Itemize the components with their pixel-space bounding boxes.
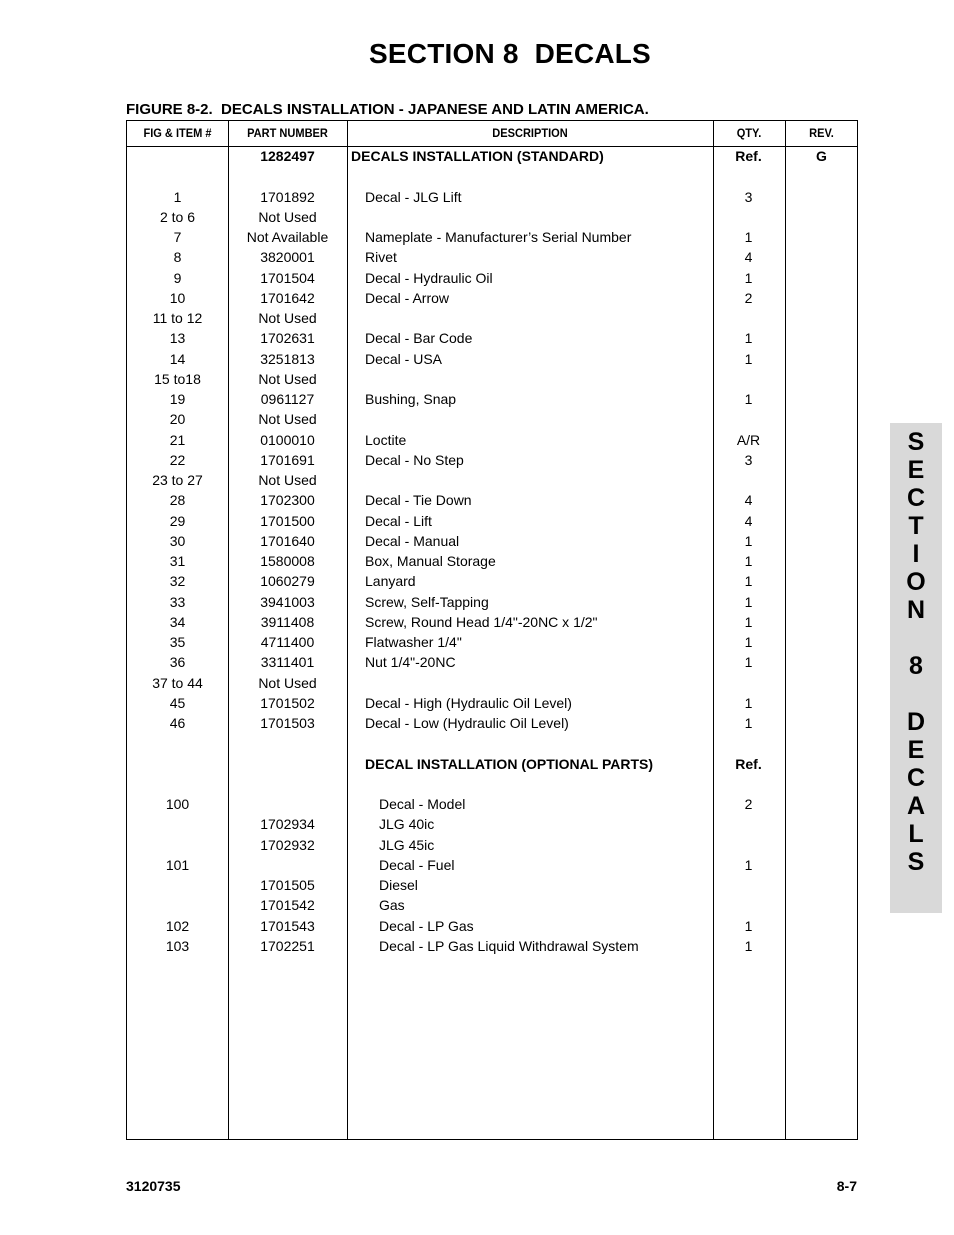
fig-item-cell: 23 to 27 — [152, 472, 203, 488]
fig-item-cell: 22 — [169, 451, 186, 468]
table-row — [127, 166, 857, 186]
rev-cell — [785, 673, 858, 693]
description-cell: Decal - Arrow — [365, 289, 450, 306]
fig-item-cell: 11 to 12 — [152, 310, 203, 326]
qty-cell — [713, 166, 784, 186]
part-number-cell: 0100010 — [260, 431, 315, 448]
qty-cell: 1 — [744, 532, 753, 549]
description-cell: Flatwasher 1/4" — [365, 634, 462, 650]
description-cell — [351, 207, 711, 227]
part-number-cell: 1701504 — [260, 269, 315, 286]
table-row — [127, 227, 857, 247]
fig-item-cell — [127, 875, 228, 895]
fig-item-cell: 19 — [169, 391, 186, 407]
rev-cell — [785, 187, 858, 207]
rev-cell — [785, 592, 858, 612]
qty-cell: A/R — [736, 431, 761, 448]
description-cell: Decal - Tie Down — [365, 492, 472, 509]
qty-cell — [713, 308, 784, 328]
rev-cell — [785, 916, 858, 936]
side-tab-letter: E — [907, 456, 925, 484]
part-number-cell: 1702934 — [260, 816, 315, 833]
part-number-cell: 1701642 — [260, 289, 315, 306]
qty-cell: 1 — [744, 553, 753, 569]
part-number-cell — [228, 166, 347, 186]
table-row — [127, 895, 857, 915]
table-row — [127, 754, 857, 774]
table-row — [127, 774, 857, 794]
qty-cell: 1 — [744, 654, 753, 671]
qty-cell — [713, 733, 784, 753]
fig-item-cell: 21 — [169, 431, 186, 448]
table-row — [127, 268, 857, 288]
fig-item-cell: 35 — [169, 634, 186, 650]
part-number-cell — [228, 754, 347, 774]
qty-cell: 1 — [744, 330, 753, 347]
table-row — [127, 490, 857, 510]
rev-cell — [785, 551, 858, 571]
fig-item-cell: 102 — [165, 917, 190, 934]
qty-cell: 1 — [744, 229, 753, 245]
fig-item-cell: 34 — [169, 613, 186, 630]
rev-cell — [785, 247, 858, 267]
side-tab-letter: E — [907, 736, 925, 764]
description-cell: Gas — [379, 897, 405, 914]
table-row — [127, 531, 857, 551]
description-cell: Decal - Fuel — [379, 856, 455, 873]
header-part-number: PART NUMBER — [247, 126, 328, 140]
description-cell: Screw, Self-Tapping — [365, 593, 489, 610]
qty-cell: 1 — [744, 715, 753, 731]
rev-cell — [785, 511, 858, 531]
rev-cell — [785, 814, 858, 834]
description-cell: Decal - Hydraulic Oil — [365, 269, 493, 286]
part-number-cell: 3941003 — [260, 593, 315, 610]
qty-cell: 1 — [744, 856, 753, 873]
header-rev: REV. — [809, 126, 834, 140]
part-number-cell: Not Used — [258, 310, 317, 326]
fig-item-cell — [127, 774, 228, 794]
part-number-cell: 1580008 — [260, 553, 315, 569]
description-cell: Decal - JLG Lift — [365, 188, 462, 205]
qty-cell: 1 — [744, 917, 753, 934]
rev-cell — [785, 470, 858, 490]
header-fig-item: FIG & ITEM # — [143, 126, 212, 140]
qty-cell — [713, 875, 784, 895]
rev-cell — [785, 450, 858, 470]
fig-item-cell: 8 — [173, 249, 182, 266]
table-row — [127, 855, 857, 875]
qty-cell: 1 — [744, 694, 753, 711]
qty-cell — [713, 470, 784, 490]
description-cell: Decal - Lift — [365, 512, 432, 529]
qty-cell: 1 — [744, 269, 753, 286]
qty-cell: 2 — [744, 289, 753, 306]
rev-cell — [785, 875, 858, 895]
part-number-cell: 1702251 — [260, 937, 315, 954]
fig-item-cell: 37 to 44 — [152, 674, 203, 691]
header-description: DESCRIPTION — [492, 126, 568, 140]
part-number-cell: 1701502 — [260, 694, 315, 711]
fig-item-cell: 28 — [169, 492, 186, 509]
document-number: 3120735 — [126, 1178, 181, 1194]
table-row — [127, 430, 857, 450]
rev-cell — [785, 936, 858, 956]
description-cell: Decal - LP Gas — [379, 917, 474, 934]
qty-cell: 1 — [744, 391, 753, 407]
qty-cell — [713, 673, 784, 693]
qty-cell — [713, 895, 784, 915]
table-header — [127, 121, 857, 147]
fig-item-cell — [127, 895, 228, 915]
fig-item-cell: 46 — [169, 715, 186, 731]
part-number-cell: 1702932 — [260, 836, 315, 853]
qty-cell — [713, 774, 784, 794]
rev-cell — [785, 369, 858, 389]
side-tab-letter: S — [907, 428, 925, 456]
qty-cell: 1 — [744, 613, 753, 630]
part-number-cell: 4711400 — [260, 634, 315, 650]
table-row — [127, 794, 857, 814]
rev-cell — [785, 349, 858, 369]
side-tab-letter: D — [906, 708, 926, 736]
table-row — [127, 146, 857, 166]
description-cell: Bushing, Snap — [365, 391, 457, 407]
description-cell: DECALS INSTALLATION (STANDARD) — [351, 148, 604, 164]
table-row — [127, 693, 857, 713]
figure-caption: FIGURE 8-2. DECALS INSTALLATION - JAPANESE AND LATIN AMERICA. — [126, 101, 649, 118]
side-tab-letter: T — [908, 512, 924, 540]
table-row — [127, 551, 857, 571]
part-number-cell: Not Used — [258, 370, 317, 387]
description-cell: Box, Manual Storage — [365, 553, 496, 569]
qty-cell: 4 — [744, 492, 753, 509]
part-number-cell — [228, 774, 347, 794]
table-row — [127, 308, 857, 328]
part-number-cell: 1060279 — [260, 573, 315, 590]
side-tab-letter: 8 — [909, 652, 923, 680]
table-row — [127, 207, 857, 227]
fig-item-cell — [127, 835, 228, 855]
part-number-cell: Not Used — [258, 674, 317, 691]
side-tab-letter: O — [906, 568, 926, 596]
table-row — [127, 349, 857, 369]
description-cell: Lanyard — [365, 573, 416, 590]
table-row — [127, 247, 857, 267]
part-number-cell: Not Used — [258, 208, 317, 225]
description-cell: JLG 40ic — [379, 816, 435, 833]
table-row — [127, 916, 857, 936]
description-cell: DECAL INSTALLATION (OPTIONAL PARTS) — [365, 755, 654, 772]
description-cell — [351, 308, 711, 328]
rev-cell — [785, 754, 858, 774]
fig-item-cell: 1 — [173, 188, 182, 205]
qty-cell: 2 — [744, 796, 753, 812]
part-number-cell: Not Used — [258, 411, 317, 428]
parts-table — [126, 120, 858, 1140]
qty-cell: 1 — [744, 350, 753, 367]
rev-cell — [785, 652, 858, 672]
qty-cell: 1 — [744, 634, 753, 650]
rev-cell — [785, 855, 858, 875]
description-cell: Decal - Bar Code — [365, 330, 473, 347]
description-cell: JLG 45ic — [379, 836, 435, 853]
side-tab-letter: L — [908, 820, 924, 848]
rev-cell — [785, 227, 858, 247]
fig-item-cell: 33 — [169, 593, 186, 610]
part-number-cell — [228, 794, 347, 814]
part-number-cell: 1702631 — [260, 330, 315, 347]
table-row — [127, 187, 857, 207]
rev-cell — [785, 693, 858, 713]
rev-cell — [785, 308, 858, 328]
side-tab-letter: I — [912, 540, 920, 568]
description-cell: Decal - USA — [365, 350, 443, 367]
description-cell — [351, 166, 711, 186]
part-number-cell — [228, 855, 347, 875]
rev-cell — [785, 774, 858, 794]
part-number-cell — [228, 733, 347, 753]
side-tab-letter: C — [906, 484, 926, 512]
rev-cell — [785, 733, 858, 753]
part-number-cell: 3911408 — [260, 613, 315, 630]
section-side-tab — [890, 423, 942, 913]
fig-item-cell: 31 — [169, 553, 186, 569]
qty-cell — [713, 814, 784, 834]
section-title: SECTION 8 DECALS — [369, 38, 651, 69]
rev-cell — [785, 571, 858, 591]
part-number-cell: 1701500 — [260, 512, 315, 529]
table-row — [127, 814, 857, 834]
rev-cell: G — [816, 148, 827, 164]
rev-cell — [785, 612, 858, 632]
rev-cell — [785, 389, 858, 409]
part-number-cell: 1701892 — [260, 188, 315, 205]
description-cell — [351, 774, 711, 794]
qty-cell: 1 — [744, 593, 753, 610]
rev-cell — [785, 409, 858, 429]
table-row — [127, 875, 857, 895]
part-number-cell: 3251813 — [260, 350, 315, 367]
part-number-cell: 1701503 — [260, 715, 315, 731]
header-qty: QTY. — [736, 126, 762, 140]
fig-item-cell — [127, 814, 228, 834]
part-number-cell: 0961127 — [260, 391, 315, 407]
fig-item-cell: 30 — [169, 532, 186, 549]
rev-cell — [785, 268, 858, 288]
qty-cell: 3 — [744, 451, 753, 468]
fig-item-cell: 7 — [173, 229, 182, 245]
table-row — [127, 369, 857, 389]
qty-cell: Ref. — [735, 148, 762, 164]
fig-item-cell: 10 — [169, 289, 186, 306]
description-cell: Rivet — [365, 249, 397, 266]
rev-cell — [785, 895, 858, 915]
qty-cell — [713, 835, 784, 855]
description-cell: Decal - High (Hydraulic Oil Level) — [365, 694, 572, 711]
fig-item-cell: 36 — [169, 654, 186, 671]
description-cell: Nameplate - Manufacturer’s Serial Number — [365, 229, 632, 245]
table-row — [127, 673, 857, 693]
part-number-cell: 1702300 — [260, 492, 315, 509]
description-cell — [351, 470, 711, 490]
side-tab-letter: N — [906, 596, 926, 624]
rev-cell — [785, 531, 858, 551]
qty-cell: Ref. — [735, 755, 762, 772]
rev-cell — [785, 207, 858, 227]
qty-cell: 4 — [744, 249, 753, 266]
table-row — [127, 713, 857, 733]
rev-cell — [785, 328, 858, 348]
description-cell — [351, 733, 711, 753]
table-row — [127, 450, 857, 470]
fig-item-cell: 101 — [165, 856, 190, 873]
description-cell: Decal - No Step — [365, 451, 464, 468]
qty-cell — [713, 207, 784, 227]
rev-cell — [785, 835, 858, 855]
rev-cell — [785, 794, 858, 814]
rev-cell — [785, 713, 858, 733]
description-cell: Loctite — [365, 431, 407, 448]
table-row — [127, 409, 857, 429]
description-cell — [351, 409, 711, 429]
description-cell: Decal - Low (Hydraulic Oil Level) — [365, 715, 569, 731]
description-cell — [351, 369, 711, 389]
table-row — [127, 733, 857, 753]
table-row — [127, 470, 857, 490]
table-row — [127, 571, 857, 591]
description-cell: Screw, Round Head 1/4"-20NC x 1/2" — [365, 613, 598, 630]
rev-cell — [785, 166, 858, 186]
page-number: 8-7 — [836, 1178, 857, 1194]
part-number-cell: Not Used — [258, 472, 317, 488]
description-cell: Decal - LP Gas Liquid Withdrawal System — [379, 937, 639, 954]
table-row — [127, 936, 857, 956]
fig-item-cell: 13 — [169, 330, 186, 347]
qty-cell — [713, 409, 784, 429]
qty-cell: 1 — [744, 937, 753, 954]
table-row — [127, 652, 857, 672]
fig-item-cell: 2 to 6 — [159, 208, 196, 225]
fig-item-cell: 15 to18 — [154, 370, 201, 387]
fig-item-cell — [127, 166, 228, 186]
fig-item-cell — [127, 733, 228, 753]
part-number-cell: 3311401 — [260, 654, 315, 671]
fig-item-cell — [127, 754, 228, 774]
description-cell: Decal - Manual — [365, 532, 460, 549]
part-number-cell: Not Available — [246, 229, 329, 245]
table-row — [127, 389, 857, 409]
side-tab-letter: A — [906, 792, 926, 820]
description-cell: Diesel — [379, 877, 418, 893]
description-cell: Decal - Model — [379, 796, 466, 812]
table-row — [127, 328, 857, 348]
table-row — [127, 592, 857, 612]
rev-cell — [785, 632, 858, 652]
table-row — [127, 288, 857, 308]
table-row — [127, 511, 857, 531]
fig-item-cell: 32 — [169, 573, 186, 590]
rev-cell — [785, 430, 858, 450]
fig-item-cell: 20 — [169, 411, 186, 428]
rev-cell — [785, 490, 858, 510]
part-number-cell: 1701543 — [260, 917, 315, 934]
fig-item-cell — [127, 146, 228, 166]
table-row — [127, 632, 857, 652]
side-tab-letter: S — [907, 848, 925, 876]
fig-item-cell: 103 — [165, 937, 190, 954]
qty-cell: 3 — [744, 188, 753, 205]
qty-cell — [713, 369, 784, 389]
table-row — [127, 612, 857, 632]
table-row — [127, 835, 857, 855]
part-number-cell: 1701542 — [260, 897, 315, 914]
fig-item-cell: 100 — [165, 796, 190, 812]
part-number-cell: 3820001 — [260, 249, 315, 266]
side-tab-letter: C — [906, 764, 926, 792]
description-cell: Nut 1/4"-20NC — [365, 654, 456, 671]
part-number-cell: 1701691 — [260, 451, 315, 468]
fig-item-cell: 29 — [169, 512, 186, 529]
fig-item-cell: 45 — [169, 694, 186, 711]
qty-cell: 4 — [744, 512, 753, 529]
part-number-cell: 1282497 — [260, 148, 315, 164]
part-number-cell: 1701505 — [260, 877, 315, 893]
rev-cell — [785, 288, 858, 308]
table-body — [127, 146, 857, 956]
qty-cell: 1 — [744, 573, 753, 590]
fig-item-cell: 14 — [169, 350, 186, 367]
fig-item-cell: 9 — [173, 269, 182, 286]
part-number-cell: 1701640 — [260, 532, 315, 549]
description-cell — [351, 673, 711, 693]
